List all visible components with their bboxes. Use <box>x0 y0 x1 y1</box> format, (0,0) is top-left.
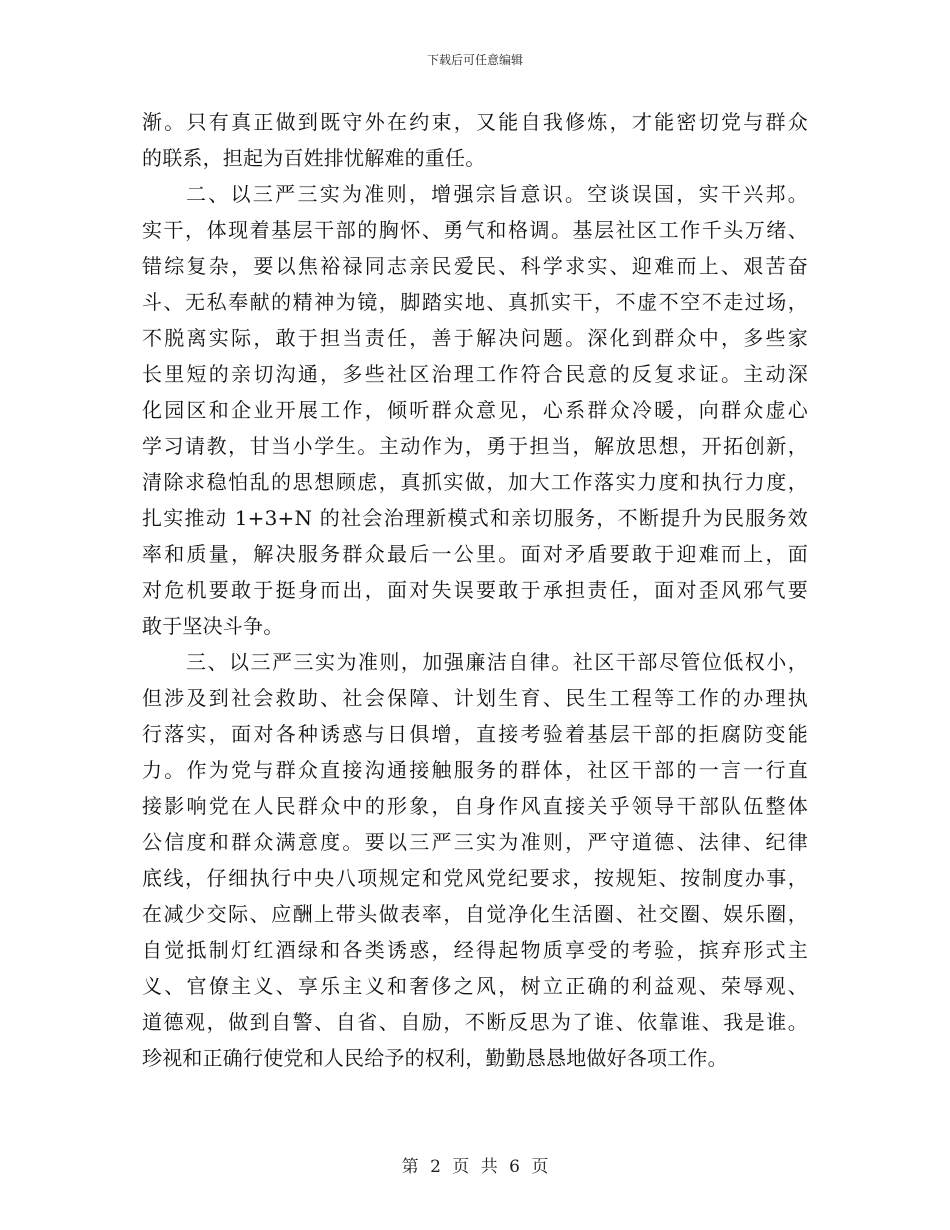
text-line: 对危机要敢于挺身而出，面对失误要敢于承担责任，面对歪风邪气要 <box>142 578 808 602</box>
page-number: 第 2 页 共 6 页 <box>401 1157 549 1177</box>
text-line: 不脱离实际，敢于担当责任，善于解决问题。深化到群众中，多些家 <box>142 326 808 350</box>
text-line: 但涉及到社会救助、社会保障、计划生育、民生工程等工作的办理执 <box>142 686 808 710</box>
text-line: 自觉抵制灯红酒绿和各类诱惑，经得起物质享受的考验，摈弃形式主 <box>142 938 808 962</box>
document-body <box>142 104 808 1076</box>
text-line: 珍视和正确行使党和人民给予的权利，勤勤恳恳地做好各项工作。 <box>142 1046 728 1070</box>
text-line: 公信度和群众满意度。要以三严三实为准则，严守道德、法律、纪律 <box>142 830 808 854</box>
text-line: 长里短的亲切沟通，多些社区治理工作符合民意的反复求证。主动深 <box>142 362 808 386</box>
text-line: 行落实，面对各种诱惑与日俱增，直接考验着基层干部的拒腐防变能 <box>142 722 808 746</box>
text-line: 接影响党在人民群众中的形象，自身作风直接关乎领导干部队伍整体 <box>142 794 808 818</box>
text-line: 二、以三严三实为准则，增强宗旨意识。空谈误国，实干兴邦。 <box>186 182 808 206</box>
text-line: 底线，仔细执行中央八项规定和党风党纪要求，按规矩、按制度办事， <box>142 866 808 890</box>
text-line: 三、以三严三实为准则，加强廉洁自律。社区干部尽管位低权小， <box>186 650 808 674</box>
text-line: 的联系，担起为百姓排忧解难的重任。 <box>142 146 486 170</box>
text-line: 率和质量，解决服务群众最后一公里。面对矛盾要敢于迎难而上，面 <box>142 542 808 566</box>
text-line: 道德观，做到自警、自省、自励，不断反思为了谁、依靠谁、我是谁。 <box>142 1010 808 1034</box>
text-line: 学习请教，甘当小学生。主动作为，勇于担当，解放思想，开拓创新， <box>142 434 808 458</box>
text-line: 化园区和企业开展工作，倾听群众意见，心系群众冷暖，向群众虚心 <box>142 398 808 422</box>
text-line: 扎实推动 1+3+N 的社会治理新模式和亲切服务，不断提升为民服务效 <box>142 506 808 530</box>
text-line: 斗、无私奉献的精神为镜，脚踏实地、真抓实干，不虚不空不走过场， <box>142 290 808 314</box>
text-line: 清除求稳怕乱的思想顾虑，真抓实做，加大工作落实力度和执行力度， <box>142 470 808 494</box>
text-line: 渐。只有真正做到既守外在约束，又能自我修炼，才能密切党与群众 <box>142 110 808 134</box>
text-line: 实干，体现着基层干部的胸怀、勇气和格调。基层社区工作千头万绪、 <box>142 218 808 242</box>
text-line: 义、官僚主义、享乐主义和奢侈之风，树立正确的利益观、荣辱观、 <box>142 974 808 998</box>
text-line: 错综复杂，要以焦裕禄同志亲民爱民、科学求实、迎难而上、艰苦奋 <box>142 254 808 278</box>
text-line: 敢于坚决斗争。 <box>142 614 284 638</box>
page-header: 下载后可任意编辑 <box>426 53 523 67</box>
text-line: 在减少交际、应酬上带头做表率，自觉净化生活圈、社交圈、娱乐圈， <box>142 902 808 926</box>
text-line: 力。作为党与群众直接沟通接触服务的群体，社区干部的一言一行直 <box>142 758 808 782</box>
